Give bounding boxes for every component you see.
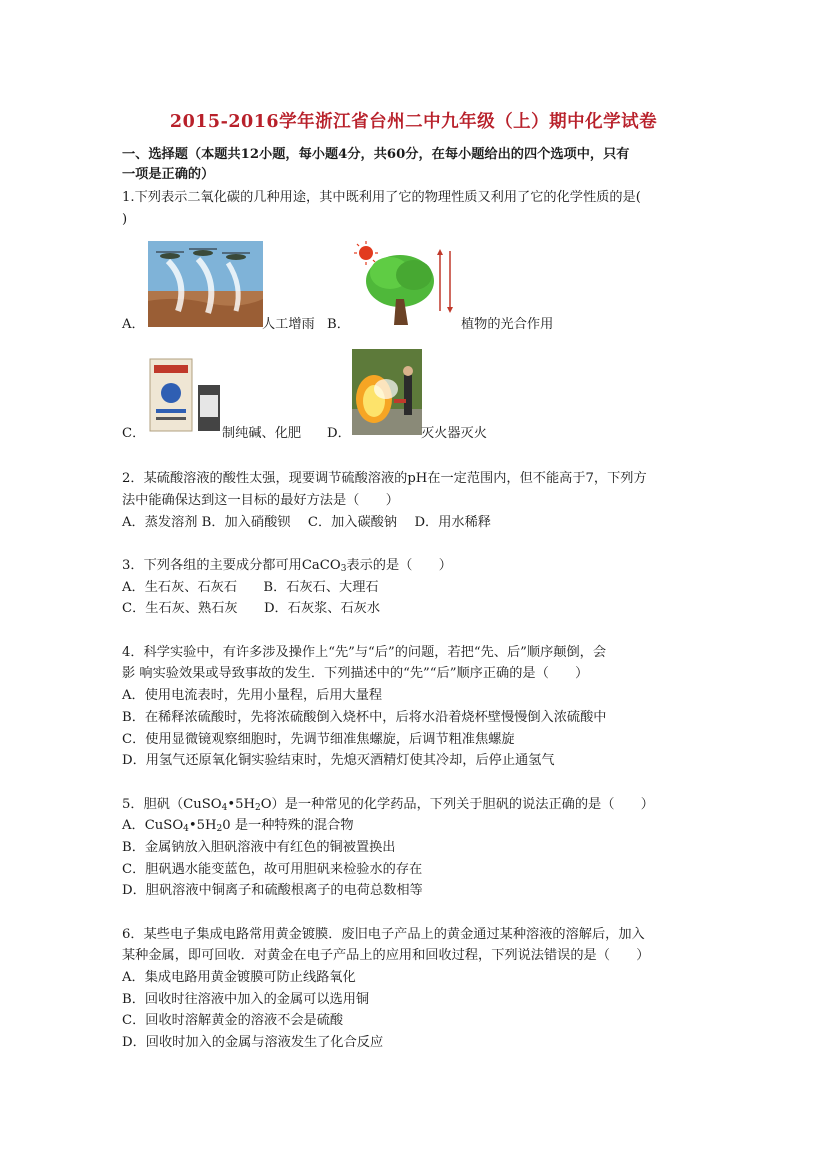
q2-line2: 法中能确保达到这一目标的最好方法是（ ） — [122, 493, 399, 508]
helicopter-image — [148, 241, 263, 327]
q3-options-line2: C．生石灰、熟石灰 D．石灰浆、石灰水 — [122, 601, 381, 616]
section-header-line2: 一项是正确的） — [122, 167, 215, 182]
section-header-line1: 一、选择题（本题共12小题，每小题4分，共60分，在每小题给出的四个选项中，只有 — [122, 147, 630, 162]
q1-option-a-caption: 人工增雨 — [262, 317, 315, 332]
q1-option-c-caption: 制纯碱、化肥 — [222, 426, 302, 441]
q1-option-a-label: A． — [122, 317, 145, 332]
fire-extinguisher-image — [352, 349, 422, 435]
q6-option-c: C．回收时溶解黄金的溶液不会是硫酸 — [122, 1013, 344, 1028]
q3-line1: 3．下列各组的主要成分都可用CaCO$_3$表示的是（ ） — [122, 558, 452, 574]
q1-option-b-label: B． — [327, 317, 350, 332]
q5-line1: 5．胆矾$(CuSO_4•5H_2O)$是一种常见的化学药品，下列关于胆矾的说法正确的是（ ） — [122, 797, 654, 813]
q6-option-b: B．回收时往溶液中加入的金属可以选用铜 — [122, 992, 370, 1007]
q1-stem-line2: ) — [122, 212, 128, 227]
q2-line1: 2．某硫酸溶液的酸性太强，现要调节硫酸溶液的pH在一定范围内，但不能高于7，下列方 — [122, 471, 647, 486]
q1-option-d-caption: 灭火器灭火 — [421, 426, 487, 441]
tree-photosynthesis-image — [352, 241, 462, 327]
q4-line2: 影 响实验效果或导致事故的发生．下列描述中的“先”“后”顺序正确的是（ ） — [122, 666, 589, 681]
q4-option-c: C．使用显微镜观察细胞时，先调节细准焦螺旋，后调节粗准焦螺旋 — [122, 732, 515, 747]
q4-option-b: B．在稀释浓硫酸时，先将浓硫酸倒入烧杯中，后将水沿着烧杯壁慢慢倒入浓硫酸中 — [122, 710, 607, 725]
q6-line2: 某种金属，即可回收．对黄金在电子产品上的应用和回收过程，下列说法错误的是（ ） — [122, 948, 650, 963]
q4-option-d: D．用氢气还原氧化铜实验结束时，先熄灭酒精灯使其冷却，后停止通氢气 — [122, 753, 555, 768]
q1-option-d-label: D． — [327, 426, 351, 441]
q6-line1: 6．某些电子集成电路常用黄金镀膜．废旧电子产品上的黄金通过某种溶液的溶解后，加入 — [122, 927, 645, 942]
q1-option-c-label: C． — [122, 426, 146, 441]
q5-option-a: A．$CuSO_4•5H_20$ 是一种特殊的混合物 — [122, 818, 354, 834]
q5-option-d: D．胆矾溶液中铜离子和硫酸根离子的电荷总数相等 — [122, 883, 423, 898]
q5-option-c: C．胆矾遇水能变蓝色，故可用胆矾来检验水的存在 — [122, 862, 423, 877]
soda-ash-bag-image — [148, 355, 223, 435]
q3-options-line1: A．生石灰、石灰石 B．石灰石、大理石 — [122, 580, 379, 595]
q6-option-a: A．集成电路用黄金镀膜可防止线路氧化 — [122, 970, 356, 985]
q5-option-b: B．金属钠放入胆矾溶液中有红色的铜被置换出 — [122, 840, 396, 855]
q1-stem-line1: 1.下列表示二氧化碳的几种用途，其中既利用了它的物理性质又利用了它的化学性质的是( — [122, 190, 641, 205]
q2-options: A．蒸发溶剂 B．加入硝酸钡 C．加入碳酸钠 D．用水稀释 — [122, 515, 491, 530]
q1-option-b-caption: 植物的光合作用 — [461, 317, 554, 332]
q6-option-d: D．回收时加入的金属与溶液发生了化合反应 — [122, 1035, 384, 1050]
q4-line1: 4．科学实验中，有许多涉及操作上“先”与“后”的问题，若把“先、后”顺序颠倒，会 — [122, 645, 607, 660]
page-title: 2015-2016学年浙江省台州二中九年级（上）期中化学试卷 — [169, 112, 658, 132]
q4-option-a: A．使用电流表时，先用小量程，后用大量程 — [122, 688, 383, 703]
